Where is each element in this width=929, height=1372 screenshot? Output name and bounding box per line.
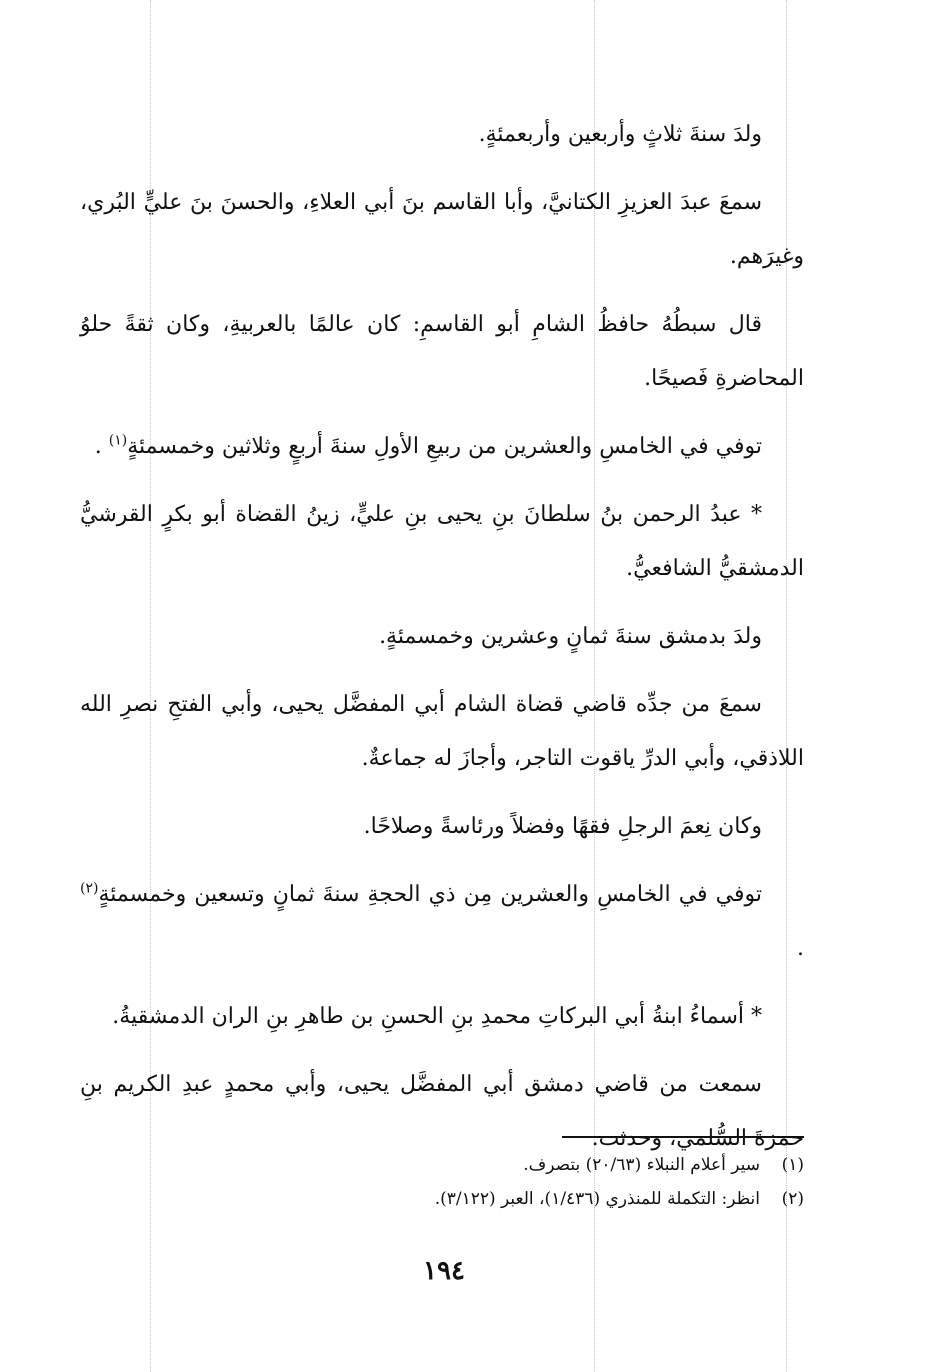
paragraph-text: توفي في الخامسِ والعشرين مِن ذي الحجةِ سنةَ ثمانٍ وتسعين وخمسمئةٍ — [98, 882, 762, 907]
paragraph-text: * عبدُ الرحمن بنُ سلطانَ بنِ يحيى بنِ عليٍّ، زينُ القضاة أبو بكرٍ القرشيُّ الدمشقيُّ الشافعيُّ. — [80, 502, 804, 581]
paragraph-text: ولدَ سنةَ ثلاثٍ وأربعين وأربعمئةٍ. — [478, 122, 762, 147]
paragraph-text: سمعَ عبدَ العزيزِ الكتانيَّ، وأبا القاسم بنَ أبي العلاءِ، والحسنَ بنَ عليٍّ البُري، وغيرَهم. — [80, 190, 804, 269]
footnote-separator — [562, 1136, 804, 1138]
paragraph-text: سمعت من قاضي دمشق أبي المفضَّل يحيى، وأبي محمدٍ عبدِ الكريم بنِ حمزةَ السُّلمي، وحدثت. — [80, 1072, 804, 1151]
biography-entry — [80, 488, 804, 596]
paragraph-text: ولدَ بدمشق سنةَ ثمانٍ وعشرين وخمسمئةٍ. — [379, 624, 762, 649]
paragraph — [80, 610, 804, 664]
paragraph — [80, 298, 804, 406]
paragraph — [80, 176, 804, 284]
paragraph-text: توفي في الخامسِ والعشرين من ربيعِ الأولِ سنةَ أربعٍ وثلاثين وخمسمئةٍ — [127, 434, 762, 459]
paragraph — [80, 868, 804, 976]
footnote-number: (١) — [781, 1155, 804, 1175]
footnote-reference[interactable]: (١) — [108, 432, 128, 449]
footnote-number: (٢) — [781, 1189, 804, 1209]
page-number: ١٩٤ — [423, 1256, 465, 1286]
paragraph — [80, 800, 804, 854]
biography-entry — [80, 990, 804, 1044]
main-text — [80, 108, 804, 1180]
paragraph-text: * أسماءُ ابنةُ أبي البركاتِ محمدِ بنِ الحسنِ بن طاهرِ بنِ الران الدمشقيةُ. — [112, 1004, 762, 1029]
paragraph — [80, 108, 804, 162]
paragraph-end: . — [797, 936, 804, 961]
paragraph-text: وكان نِعمَ الرجلِ فقهًا وفضلاً ورئاسةً وصلاحًا. — [363, 814, 762, 839]
paragraph — [80, 678, 804, 786]
footnotes — [300, 1148, 804, 1216]
paragraph-text: قال سبطُهُ حافظُ الشامِ أبو القاسمِ: كان عالمًا بالعربيةِ، وكان ثقةً حلوُ المحاضرةِ فَصيحًا. — [80, 312, 804, 391]
paragraph — [80, 420, 804, 474]
footnote-reference[interactable]: (٢) — [80, 880, 99, 897]
footnote-text: انظر: التكملة للمنذري (١/٤٣٦)، العبر (٣/١٢٢). — [434, 1189, 760, 1209]
paragraph-text: سمعَ من جدِّه قاضي قضاة الشام أبي المفضَّل يحيى، وأبي الفتحِ نصرِ الله اللاذقي، وأبي الدرِّ ياقوت التاجر، وأجازَ له جماعةٌ. — [80, 692, 804, 771]
paragraph-end: . — [94, 434, 102, 459]
footnote — [300, 1182, 804, 1216]
footnote — [300, 1148, 804, 1182]
footnote-text: سير أعلام النبلاء (٢٠/٦٣) بتصرف. — [523, 1155, 760, 1175]
